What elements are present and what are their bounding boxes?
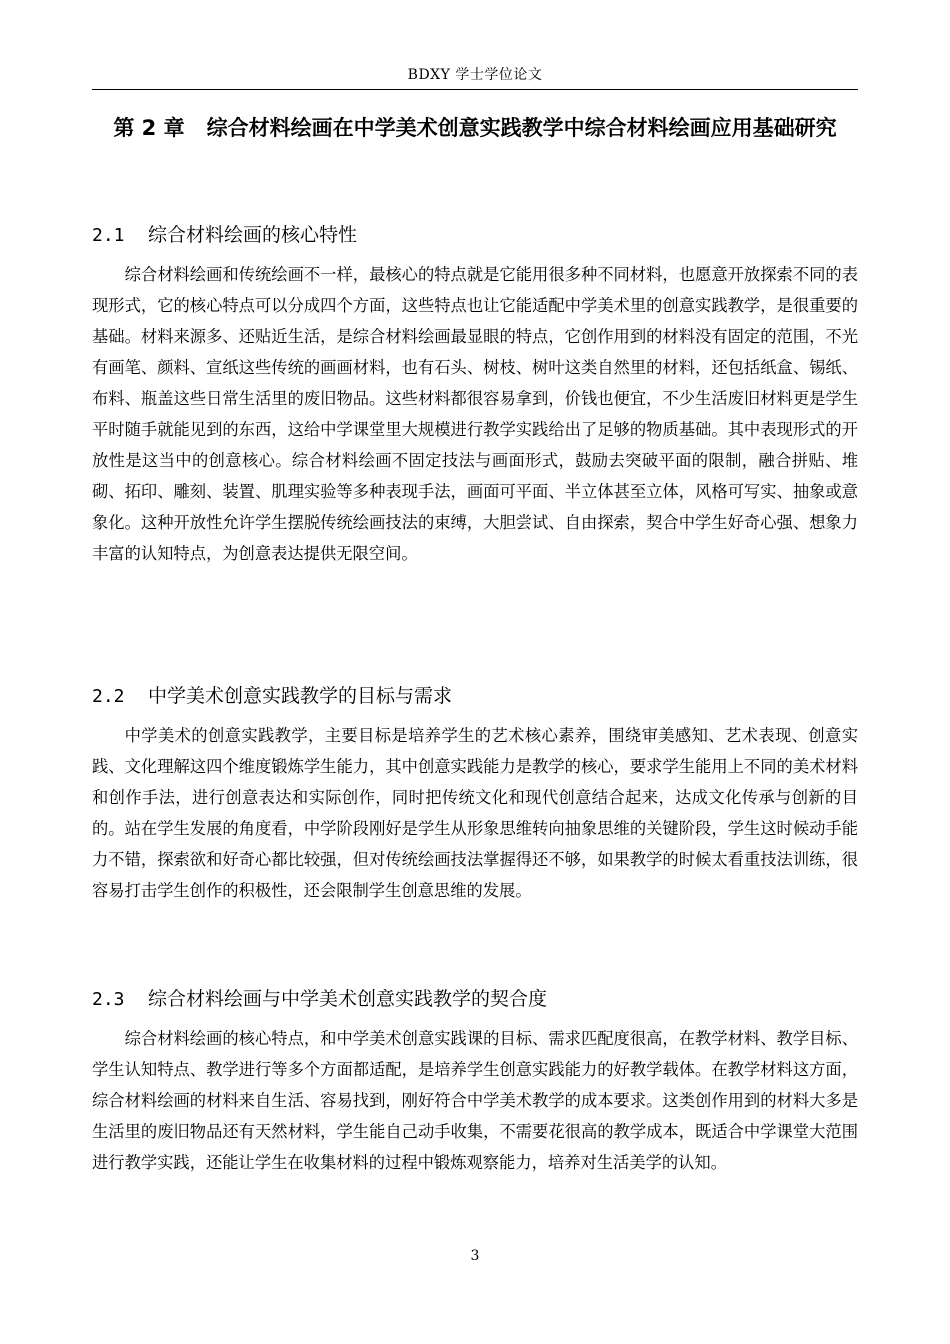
page-number: 3 xyxy=(470,1248,480,1264)
section-title: 中学美术创意实践教学的目标与需求 xyxy=(148,685,453,707)
chapter-number: 第 2 章 xyxy=(113,116,185,140)
section-paragraph-2-2: 中学美术的创意实践教学，主要目标是培养学生的艺术核心素养，围绕审美感知、艺术表现、创意实践、文化理解这四个维度锻炼学生能力，其中创意实践能力是教学的核心，要求学生能用上不同的美术材料和创作手法，进行创意表达和实际创作，同时把传统文化和现代创意结合起来，达成文化传承与创新的目的。站在学生发展的角度看，中学阶段刚好是学生从形象思维转向抽象思维的关键阶段，学生这时候动手能力不错，探索欲和好奇心都比较强，但对传统绘画技法掌握得还不够，如果教学的时候太看重技法训练，很容易打击学生创作的积极性，还会限制学生创意思维的发展。 xyxy=(92,726,858,900)
section-title: 综合材料绘画的核心特性 xyxy=(148,224,358,246)
section-heading-2-2 xyxy=(92,682,858,711)
section-number: 2.1 xyxy=(92,225,125,246)
section-paragraph-2-3: 综合材料绘画的核心特点，和中学美术创意实践课的目标、需求匹配度很高，在教学材料、教学目标、学生认知特点、教学进行等多个方面都适配，是培养学生创意实践能力的好教学载体。在教学材料这方面，综合材料绘画的材料来自生活、容易找到，刚好符合中学美术教学的成本要求。这类创作用到的材料大多是生活里的废旧物品还有天然材料，学生能自己动手收集，不需要花很高的教学成本，既适合中学课堂大范围进行教学实践，还能让学生在收集材料的过程中锻炼观察能力，培养对生活美学的认知。 xyxy=(92,1029,858,1172)
section-number: 2.3 xyxy=(92,989,125,1010)
section-number: 2.2 xyxy=(92,686,125,707)
chapter-title-text: 综合材料绘画在中学美术创意实践教学中综合材料绘画应用基础研究 xyxy=(206,116,837,140)
section-heading-2-3 xyxy=(92,985,858,1014)
section-heading-2-1 xyxy=(92,221,858,250)
chapter-title xyxy=(92,112,858,144)
section-paragraph-2-1: 综合材料绘画和传统绘画不一样，最核心的特点就是它能用很多种不同材料，也愿意开放探索不同的表现形式，它的核心特点可以分成四个方面，这些特点也让它能适配中学美术里的创意实践教学，是很重要的基础。材料来源多、还贴近生活，是综合材料绘画最显眼的特点，它创作用到的材料没有固定的范围，不光有画笔、颜料、宣纸这些传统的画画材料，也有石头、树枝、树叶这类自然里的材料，还包括纸盒、锡纸、布料、瓶盖这些日常生活里的废旧物品。这些材料都很容易拿到，价钱也便宜，不少生活废旧材料更是学生平时随手就能见到的东西，这给中学课堂里大规模进行教学实践给出了足够的物质基础。其中表现形式的开放性是这当中的创意核心。综合材料绘画不固定技法与画面形式，鼓励去突破平面的限制，融合拼贴、堆砌、拓印、雕刻、装置、肌理实验等多种表现手法，画面可平面、半立体甚至立体，风格可写实、抽象或意象化。这种开放性允许学生摆脱传统绘画技法的束缚，大胆尝试、自由探索，契合中学生好奇心强、想象力丰富的认知特点，为创意表达提供无限空间。 xyxy=(92,265,858,563)
running-header: BDXY 学士学位论文 xyxy=(407,67,543,83)
section-title: 综合材料绘画与中学美术创意实践教学的契合度 xyxy=(148,988,548,1010)
header-rule xyxy=(92,89,858,90)
